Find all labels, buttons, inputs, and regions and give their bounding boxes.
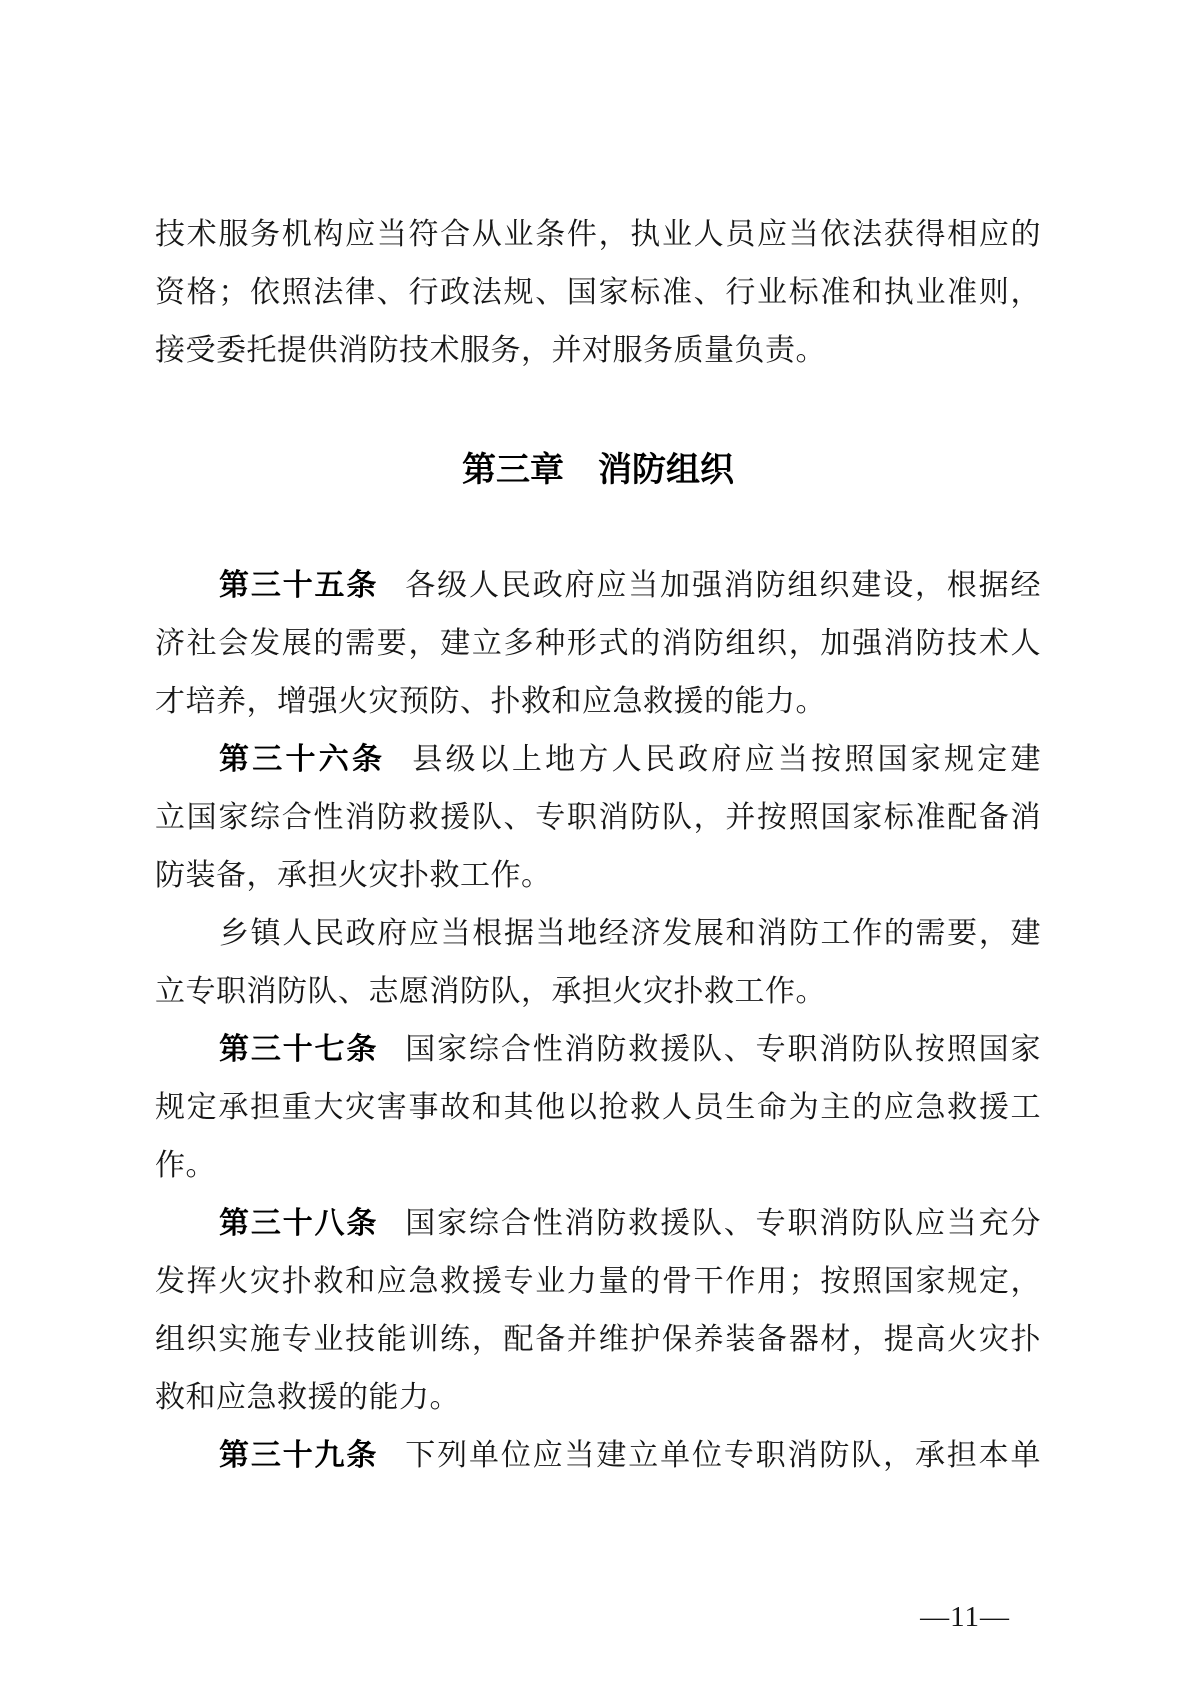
document-body: [155, 206, 1041, 1485]
text-line: 第三十九条 下列单位应当建立单位专职消防队，承担本单: [219, 1439, 1041, 1472]
text-line: 第三十七条 国家综合性消防救援队、专职消防队按照国家: [219, 1033, 1041, 1066]
text-line: 乡镇人民政府应当根据当地经济发展和消防工作的需要，建: [219, 917, 1041, 950]
text-line: 规定承担重大灾害事故和其他以抢救人员生命为主的应急救援工: [155, 1091, 1041, 1124]
article-number: 第三十七条: [219, 1033, 379, 1066]
article-paragraph: [155, 1427, 1041, 1485]
body-paragraph: [155, 206, 1041, 380]
text-line: 济社会发展的需要，建立多种形式的消防组织，加强消防技术人: [155, 627, 1041, 660]
chapter-heading: 第三章 消防组织: [462, 451, 734, 489]
article-paragraph: [155, 1021, 1041, 1195]
text-line: 立国家综合性消防救援队、专职消防队，并按照国家标准配备消: [155, 801, 1041, 834]
text-line: 接受委托提供消防技术服务，并对服务质量负责。: [155, 334, 826, 367]
page-number: —11—: [920, 1601, 1010, 1633]
text-line: 资格；依照法律、行政法规、国家标准、行业标准和执业准则，: [155, 276, 1041, 309]
article-paragraph: [155, 731, 1041, 905]
text-line: 第三十八条 国家综合性消防救援队、专职消防队应当充分: [219, 1207, 1041, 1240]
article-paragraph: [155, 557, 1041, 731]
text-line: 防装备，承担火灾扑救工作。: [155, 859, 552, 892]
text-line: 发挥火灾扑救和应急救援专业力量的骨干作用；按照国家规定，: [155, 1265, 1041, 1298]
text-line: 第三十六条 县级以上地方人民政府应当按照国家规定建: [219, 743, 1041, 776]
text-line: 作。: [155, 1149, 216, 1182]
article-number: 第三十六条: [219, 743, 386, 776]
body-paragraph: [155, 905, 1041, 1021]
text-line: 技术服务机构应当符合从业条件，执业人员应当依法获得相应的: [155, 218, 1041, 251]
text-line: 救和应急救援的能力。: [155, 1381, 460, 1414]
article-number: 第三十五条: [219, 569, 379, 602]
text-line: 立专职消防队、志愿消防队，承担火灾扑救工作。: [155, 975, 826, 1008]
text-line: 第三十五条 各级人民政府应当加强消防组织建设，根据经: [219, 569, 1041, 602]
text-line: 才培养，增强火灾预防、扑救和应急救援的能力。: [155, 685, 826, 718]
article-number: 第三十八条: [219, 1207, 379, 1240]
article-number: 第三十九条: [219, 1439, 379, 1472]
text-line: 组织实施专业技能训练，配备并维护保养装备器材，提高火灾扑: [155, 1323, 1041, 1356]
article-paragraph: [155, 1195, 1041, 1427]
